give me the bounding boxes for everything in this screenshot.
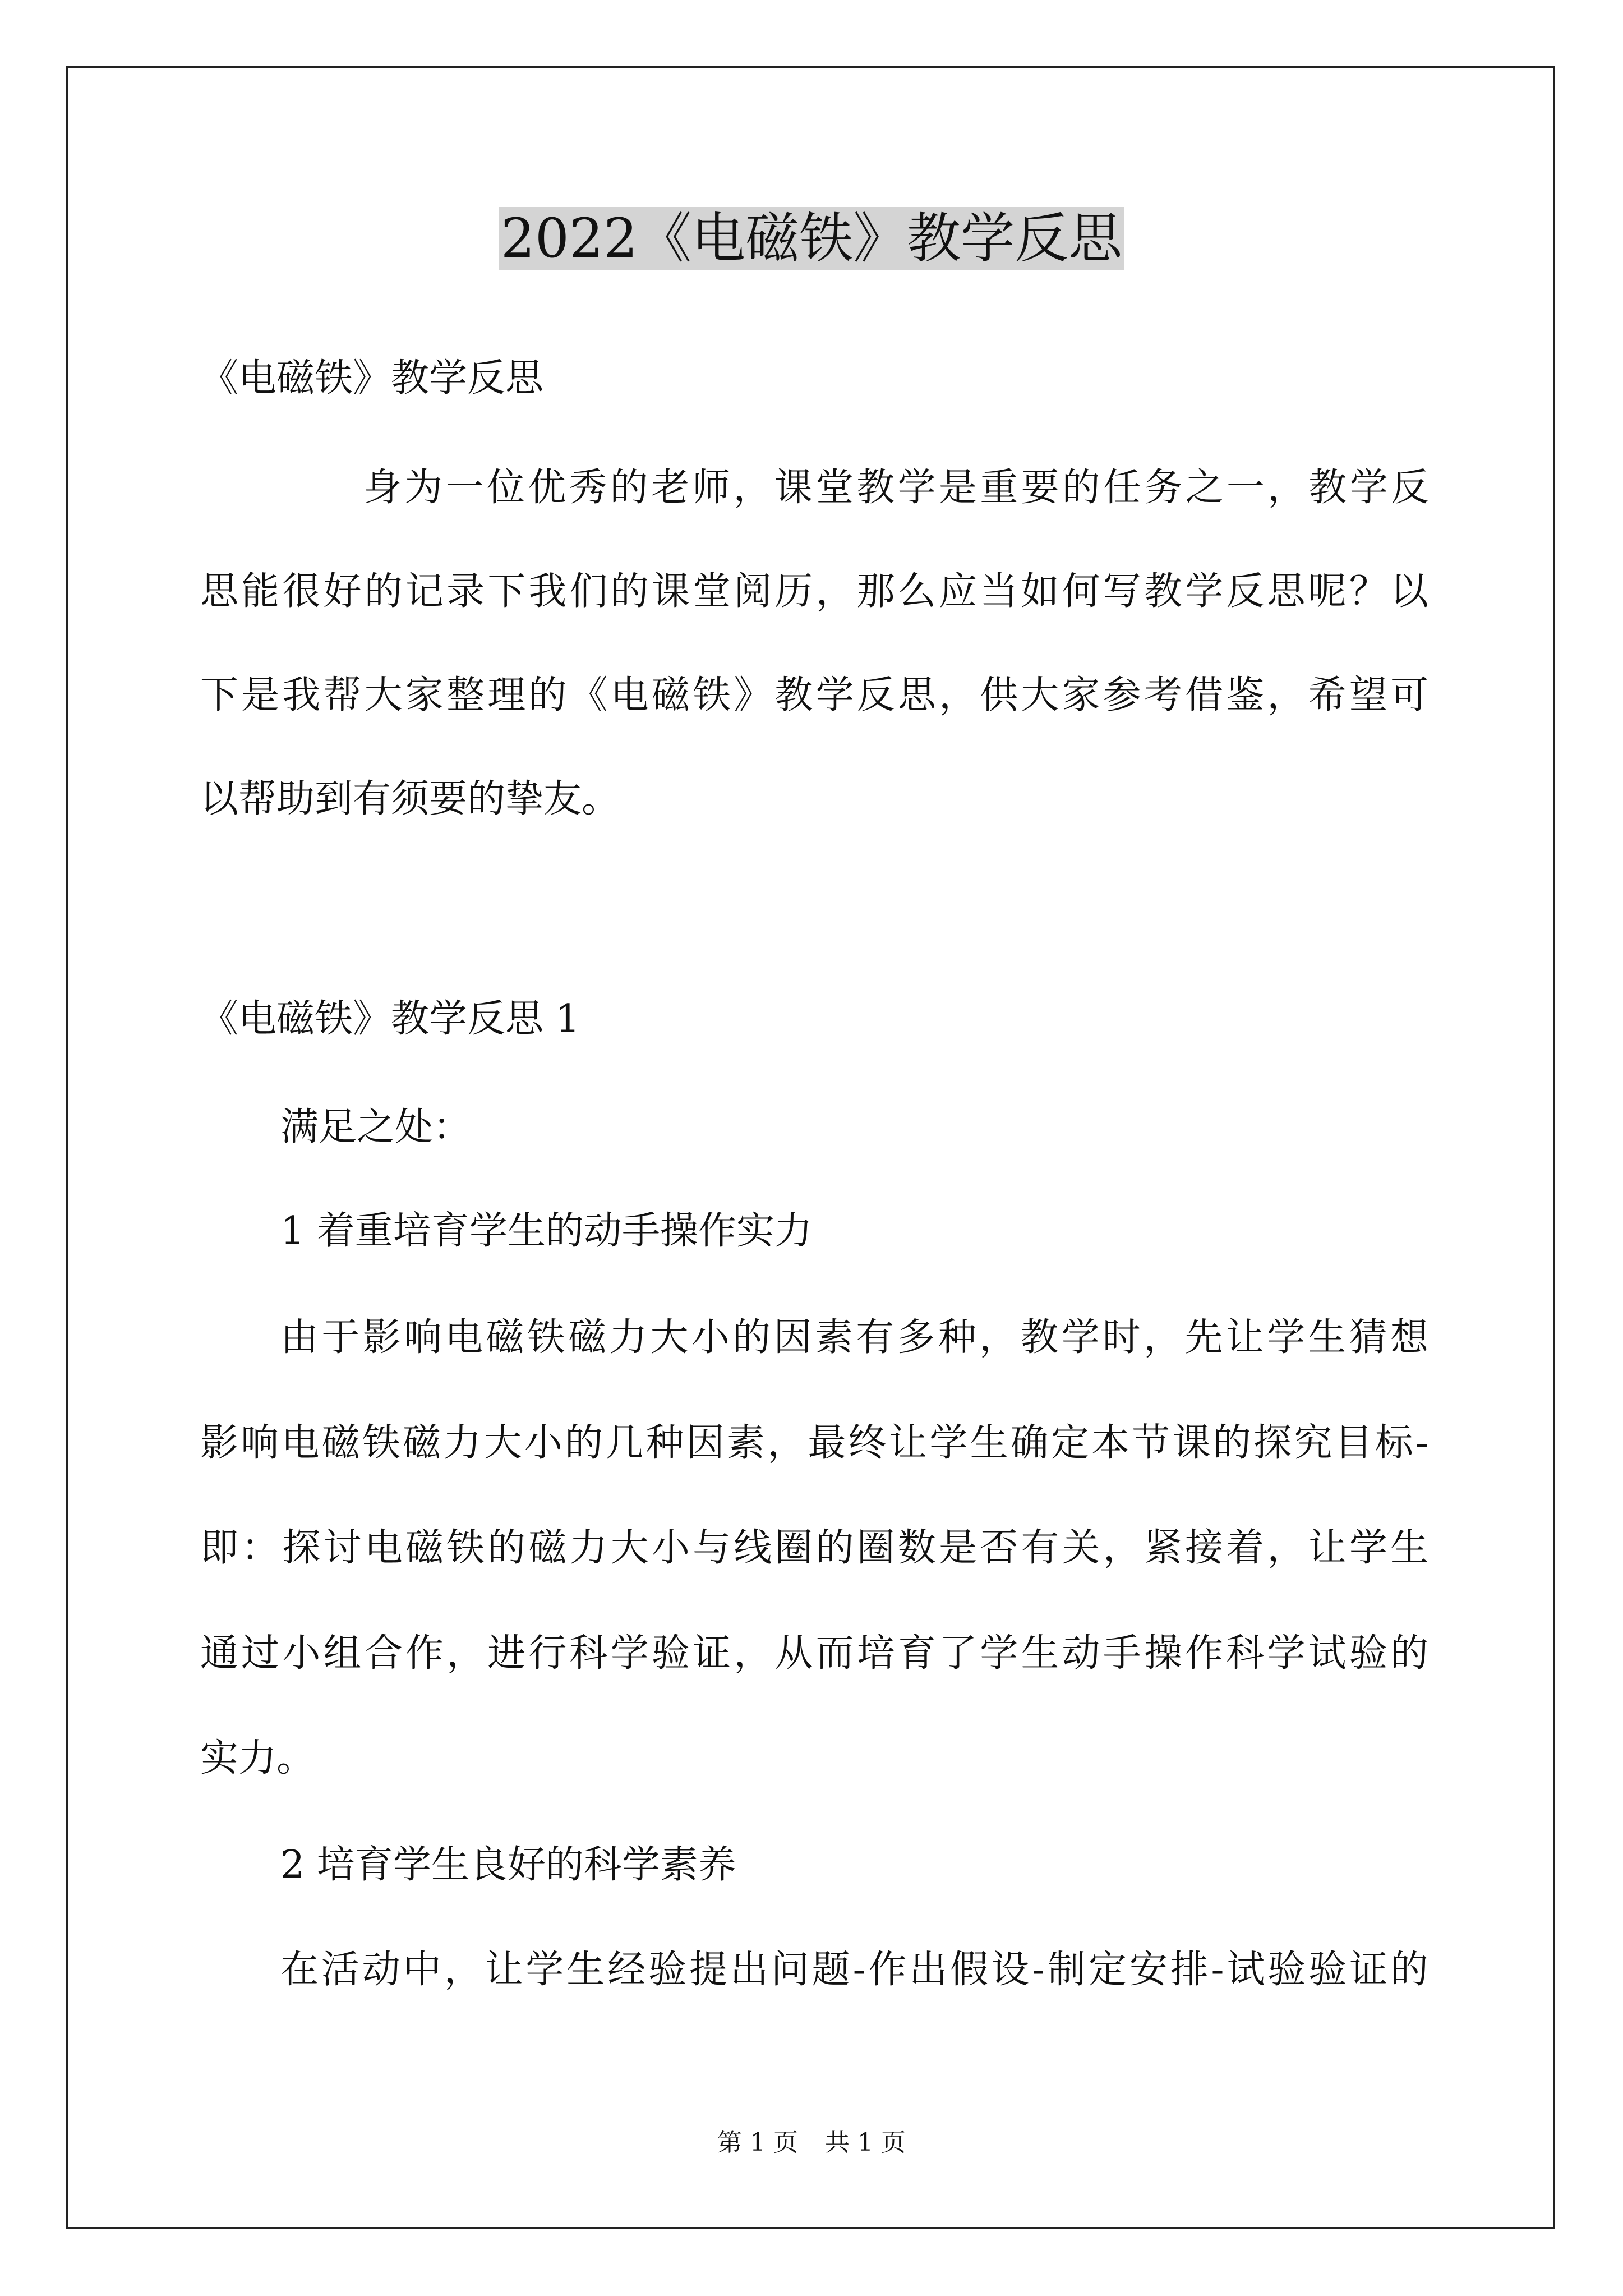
page-footer: [0, 2123, 1623, 2162]
intro-paragraph-line: 以帮助到有须要的挚友。: [200, 777, 620, 821]
point-1-paragraph-line: 影响电磁铁磁力大小的几种因素，最终让学生确定本节课的探究目标-: [200, 1421, 1428, 1465]
intro-paragraph-line: 下是我帮大家整理的《电磁铁》教学反思，供大家参考借鉴，希望可: [200, 673, 1428, 717]
section-heading: 《电磁铁》教学反思 1: [200, 997, 580, 1041]
point-1-heading: 1 着重培育学生的动手操作实力: [280, 1209, 813, 1253]
intro-paragraph-line: 思能很好的记录下我们的课堂阅历，那么应当如何写教学反思呢？以: [200, 569, 1428, 614]
point-1-paragraph-line: 通过小组合作，进行科学验证，从而培育了学生动手操作科学试验的: [200, 1631, 1428, 1676]
intro-heading: 《电磁铁》教学反思: [200, 356, 544, 401]
page-total: 共 1 页: [825, 2128, 906, 2157]
point-1-paragraph-line: 由于影响电磁铁磁力大小的因素有多种，教学时，先让学生猜想: [280, 1315, 1428, 1360]
document-title: [0, 199, 1623, 278]
point-1-paragraph-line: 实力。: [200, 1736, 315, 1780]
point-2-paragraph-line: 在活动中，让学生经验提出问题-作出假设-制定安排-试验验证的: [280, 1948, 1428, 1992]
intro-paragraph-line: 身为一位优秀的老师，课堂教学是重要的任务之一，教学反: [363, 466, 1429, 510]
point-2-heading: 2 培育学生良好的科学素养: [280, 1843, 736, 1887]
page-number: 第 1 页: [717, 2128, 798, 2157]
point-1-paragraph-line: 即：探讨电磁铁的磁力大小与线圈的圈数是否有关，紧接着，让学生: [200, 1526, 1428, 1570]
document-title-text: 2022《电磁铁》教学反思: [499, 207, 1124, 270]
satisfaction-label: 满足之处：: [280, 1105, 472, 1149]
